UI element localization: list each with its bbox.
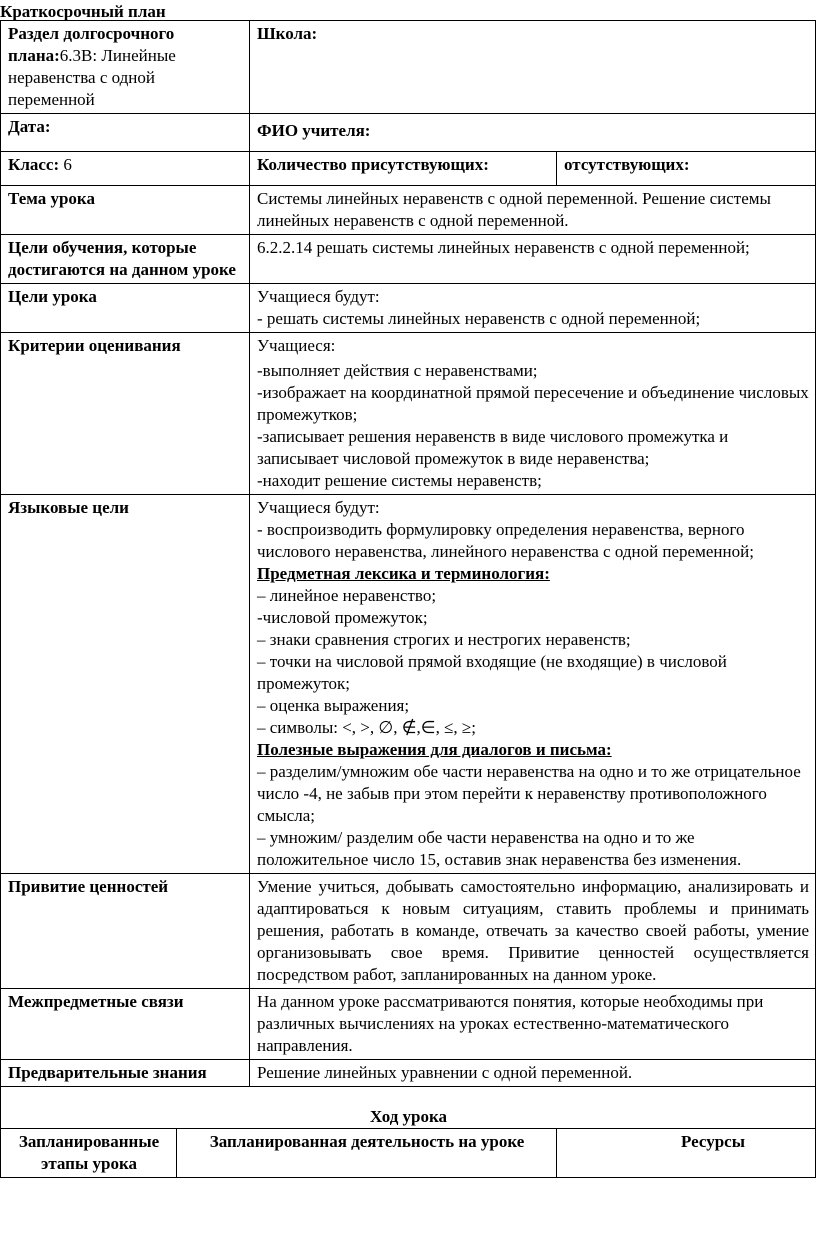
- section-label: Раздел долгосрочного плана:: [8, 24, 175, 65]
- column-resources-label: Ресурсы: [680, 1132, 745, 1151]
- class-value: 6: [59, 155, 72, 174]
- vocab-item: -числовой промежуток;: [257, 608, 428, 627]
- document-title: Краткосрочный план: [0, 2, 166, 21]
- class-cell: [1, 152, 250, 186]
- topic-label: Тема урока: [8, 189, 95, 208]
- class-label: Класс:: [8, 155, 60, 174]
- phrase-item: – умножим/ разделим обе части неравенства на одно и то же положительное число 15, оставив знак неравенства без изменения.: [257, 828, 742, 869]
- lesson-goals-label-cell: [1, 284, 250, 333]
- criteria-line: -записывает решения неравенств в виде числового промежутка и записывает числовой промежуток в виде неравенства;: [257, 427, 729, 468]
- vocab-item: – оценка выражения;: [257, 696, 410, 715]
- lesson-goals-cell: [250, 284, 816, 333]
- absent-label: отсутствующих:: [564, 155, 690, 174]
- teacher-cell: [250, 114, 816, 152]
- row-criteria: [1, 333, 816, 495]
- prior-label: Предварительные знания: [8, 1063, 207, 1082]
- language-label-cell: [1, 495, 250, 874]
- vocab-item: – линейное неравенство;: [257, 586, 437, 605]
- row-section: [1, 21, 816, 114]
- values-label-cell: [1, 874, 250, 989]
- teacher-label: ФИО учителя:: [257, 121, 371, 140]
- values-label: Привитие ценностей: [8, 877, 169, 896]
- vocab-item: – символы: <, >, ∅, ∉,∈, ≤, ≥;: [257, 718, 476, 737]
- criteria-label: Критерии оценивания: [8, 336, 181, 355]
- row-class: [1, 152, 816, 186]
- topic-label-cell: [1, 186, 250, 235]
- row-language-goals: [1, 495, 816, 874]
- learning-goals-value: 6.2.2.14 решать системы линейных неравенств с одной переменной;: [250, 235, 816, 284]
- school-cell: [250, 21, 816, 114]
- column-activity: [177, 1129, 557, 1178]
- cross-value: На данном уроке рассматриваются понятия, которые необходимы при различных вычислениях на уроках естественно-математического направления.: [250, 989, 816, 1060]
- criteria-line: -изображает на координатной прямой пересечение и объединение числовых промежутков;: [257, 383, 809, 424]
- cross-label-cell: [1, 989, 250, 1060]
- school-label: Школа:: [257, 24, 318, 43]
- language-intro-line: - воспроизводить формулировку определения неравенства, верного числового неравенства, линейного неравенства с одной переменной;: [257, 520, 754, 561]
- prior-label-cell: [1, 1060, 250, 1087]
- criteria-label-cell: [1, 333, 250, 495]
- date-label: Дата:: [8, 117, 51, 136]
- learning-goals-label: Цели обучения, которые достигаются на данном уроке: [8, 238, 236, 279]
- row-values: [1, 874, 816, 989]
- values-value: Умение учиться, добывать самостоятельно информацию, анализировать и адаптироваться к новым ситуациям, ставить проблемы и принимать решения, работать в команде, отвечать за качество своей работы, умение организовывать свое время. Привитие ценностей осуществляется посредством работ, запланированных на данном уроке.: [250, 874, 816, 989]
- language-intro-line: Учащиеся будут:: [257, 498, 380, 517]
- column-stages-label: Запланированные этапы урока: [18, 1132, 160, 1173]
- vocab-item: – знаки сравнения строгих и нестрогих неравенств;: [257, 630, 631, 649]
- absent-cell: [557, 152, 816, 186]
- row-lesson-goals: [1, 284, 816, 333]
- language-cell: [250, 495, 816, 874]
- lesson-goals-line: - решать системы линейных неравенств с одной переменной;: [257, 309, 701, 328]
- lesson-flow-heading-cell: [1, 1087, 816, 1129]
- lesson-goals-line: Учащиеся будут:: [257, 287, 380, 306]
- present-cell: [250, 152, 557, 186]
- row-cross-links: [1, 989, 816, 1060]
- vocab-item: – точки на числовой прямой входящие (не входящие) в числовой промежуток;: [257, 652, 727, 693]
- vocab-heading: Предметная лексика и терминология:: [257, 564, 550, 583]
- criteria-line: -выполняет действия с неравенствами;: [257, 361, 538, 380]
- lesson-flow-heading: Ход урока: [369, 1107, 448, 1126]
- row-lesson-flow-columns: [1, 1129, 816, 1178]
- cross-label: Межпредметные связи: [8, 992, 184, 1011]
- column-stages: [1, 1129, 177, 1178]
- present-label: Количество присутствующих:: [257, 155, 489, 174]
- section-value: 6.3В: Линейные неравенства с одной переменной: [8, 46, 176, 109]
- column-activity-label: Запланированная деятельность на уроке: [209, 1132, 525, 1151]
- lesson-goals-label: Цели урока: [8, 287, 97, 306]
- date-cell: [1, 114, 250, 152]
- row-date: [1, 114, 816, 152]
- lesson-plan-table: [0, 20, 816, 1178]
- row-learning-goals: [1, 235, 816, 284]
- row-lesson-flow-heading: [1, 1087, 816, 1129]
- phrases-heading: Полезные выражения для диалогов и письма:: [257, 740, 612, 759]
- section-cell: [1, 21, 250, 114]
- criteria-line: -находит решение системы неравенств;: [257, 471, 542, 490]
- column-resources: [557, 1129, 816, 1178]
- row-topic: [1, 186, 816, 235]
- prior-value: Решение линейных уравнении с одной переменной.: [250, 1060, 816, 1087]
- topic-value: Системы линейных неравенств с одной переменной. Решение системы линейных неравенств с одной переменной.: [250, 186, 816, 235]
- phrase-item: – разделим/умножим обе части неравенства на одно и то же отрицательное число -4, не забыв при этом перейти к неравенству противоположного смысла;: [257, 762, 801, 825]
- criteria-cell: [250, 333, 816, 495]
- language-label: Языковые цели: [8, 498, 129, 517]
- learning-goals-label-cell: [1, 235, 250, 284]
- row-prior-knowledge: [1, 1060, 816, 1087]
- criteria-line: Учащиеся:: [257, 336, 336, 355]
